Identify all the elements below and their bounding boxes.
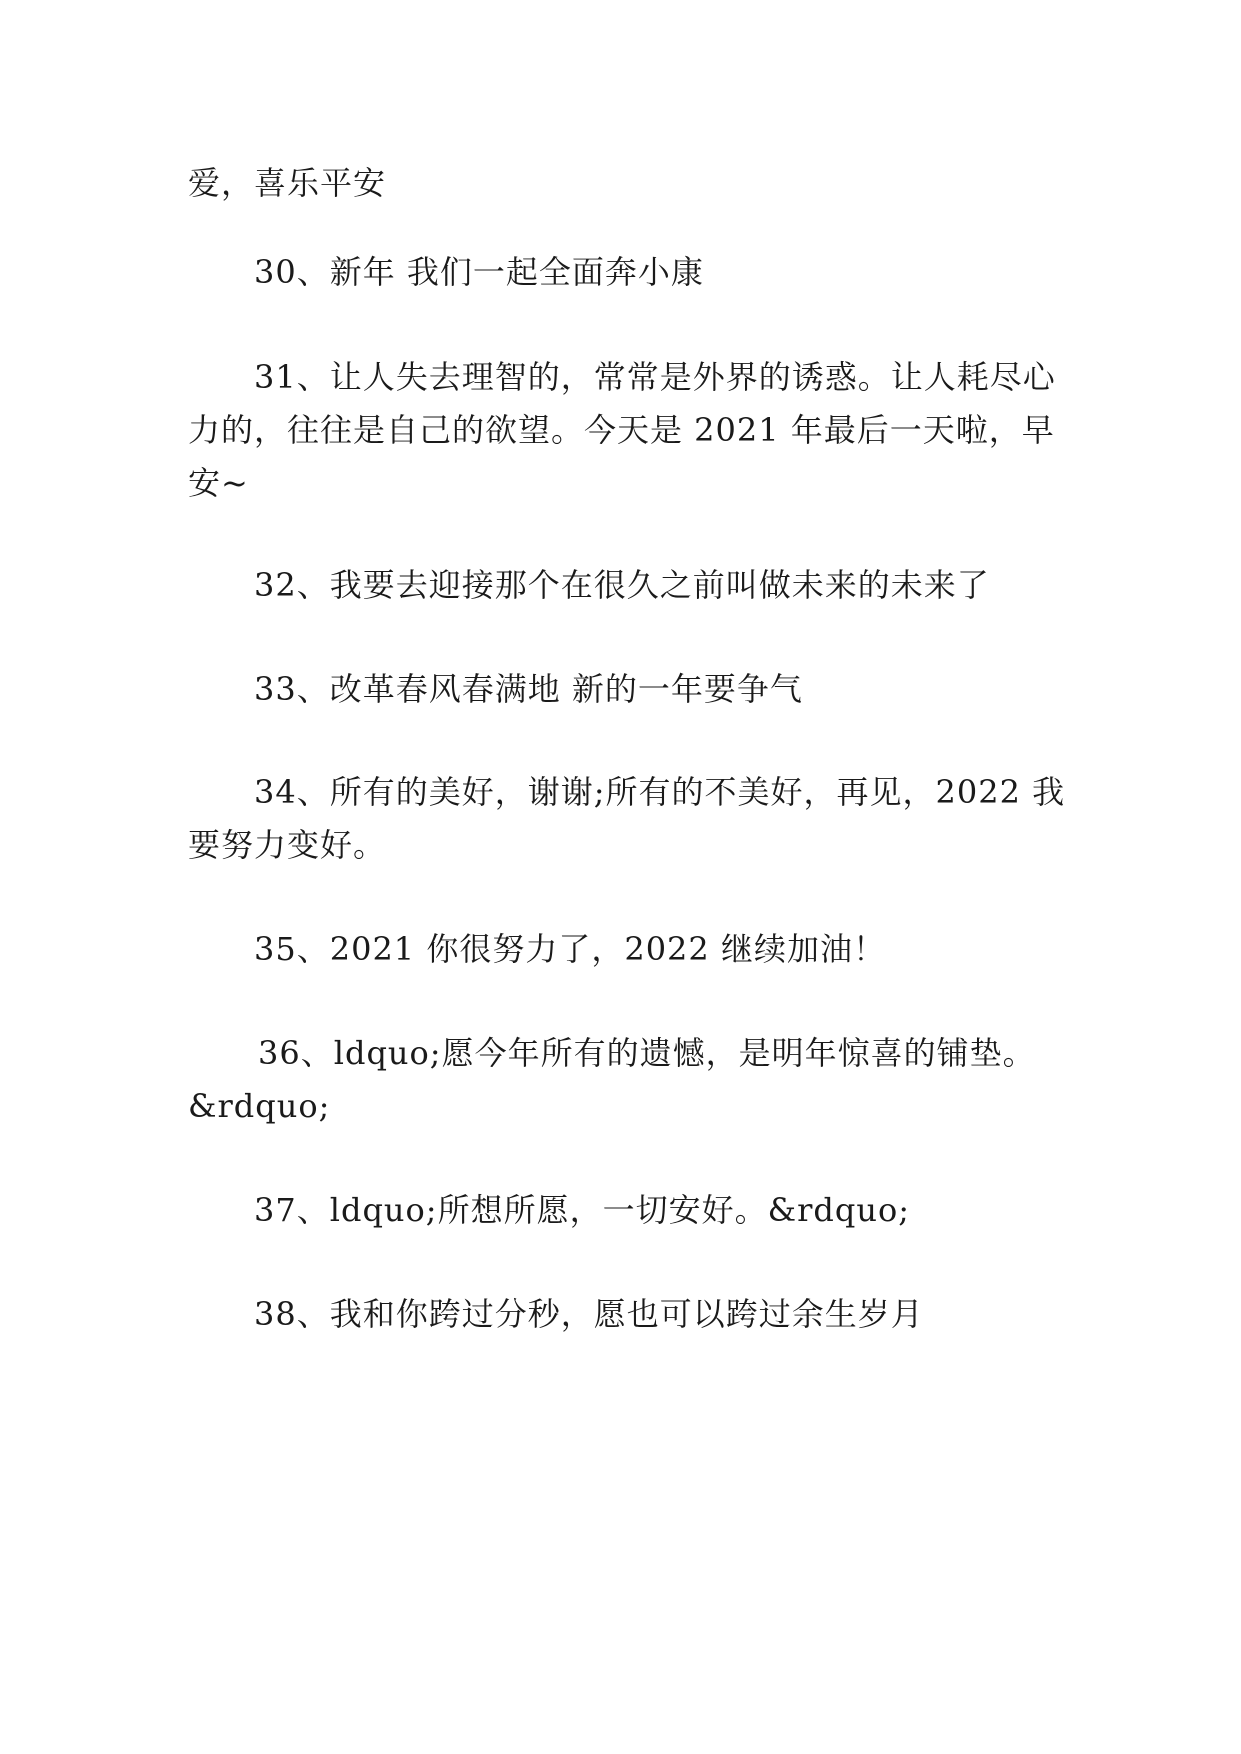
item-36-line-1: 36、ldquo;愿今年所有的遗憾，是明年惊喜的铺垫。 <box>258 1034 1036 1072</box>
item-34-line-1: 34、所有的美好，谢谢;所有的不美好，再见，2022 我 <box>254 773 1066 811</box>
item-31-line-3: 安~ <box>188 464 249 502</box>
item-36-line-2: &rdquo; <box>188 1087 331 1125</box>
item-33: 33、改革春风春满地 新的一年要争气 <box>254 670 803 708</box>
item-37: 37、ldquo;所想所愿，一切安好。&rdquo; <box>254 1191 910 1229</box>
item-31-line-1: 31、让人失去理智的，常常是外界的诱惑。让人耗尽心 <box>254 358 1056 396</box>
item-31-line-2: 力的，往往是自己的欲望。今天是 2021 年最后一天啦，早 <box>188 411 1055 449</box>
item-32: 32、我要去迎接那个在很久之前叫做未来的未来了 <box>254 566 990 604</box>
item-35: 35、2021 你很努力了，2022 继续加油！ <box>254 930 886 968</box>
text-line-continuation: 爱，喜乐平安 <box>188 164 387 202</box>
item-30: 30、新年 我们一起全面奔小康 <box>254 253 704 291</box>
item-34-line-2: 要努力变好。 <box>188 826 387 864</box>
item-38: 38、我和你跨过分秒，愿也可以跨过余生岁月 <box>254 1295 924 1333</box>
